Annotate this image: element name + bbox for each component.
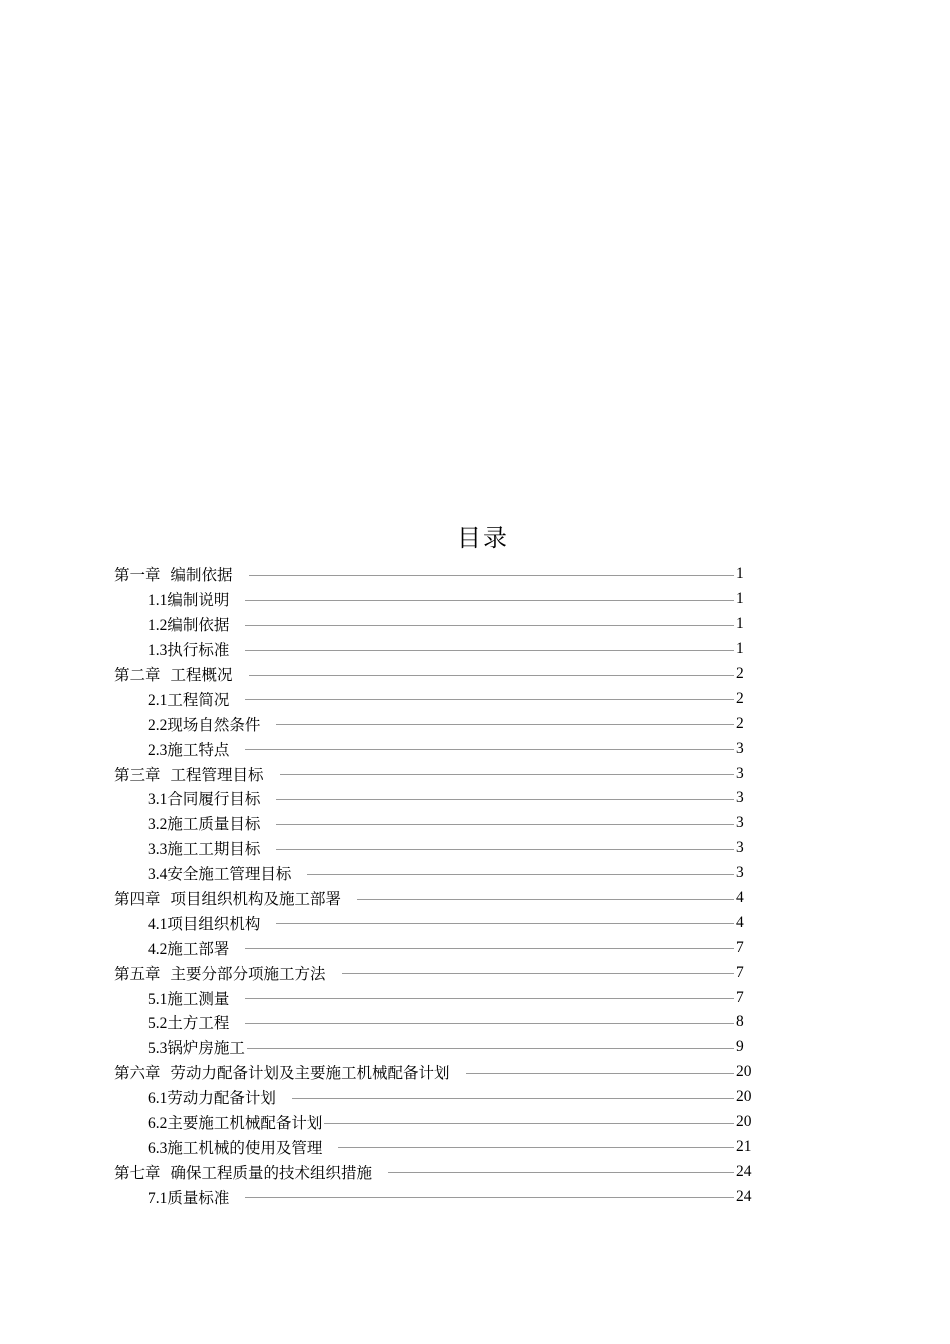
toc-page-number: 8 (736, 1013, 744, 1031)
toc-section-entry[interactable] (114, 811, 754, 836)
toc-entry-text: 施工质量目标 (167, 815, 261, 834)
toc-leader-line (247, 1048, 734, 1049)
toc-entry-text: 合同履行目标 (167, 790, 261, 809)
toc-entry-text: 项目组织机构 (167, 914, 261, 933)
toc-entry-number: 2.2 (148, 716, 168, 734)
toc-section-entry[interactable] (114, 910, 754, 935)
toc-entry-number: 5.2 (148, 1015, 168, 1033)
toc-leader-line (245, 1023, 734, 1024)
toc-leader-line (276, 724, 734, 725)
toc-entry-label (148, 588, 229, 610)
toc-entry-label (114, 663, 233, 685)
toc-page-number: 3 (736, 814, 744, 832)
toc-entry-text: 安全施工管理目标 (167, 865, 292, 884)
toc-entry-text: 施工工期目标 (167, 840, 261, 859)
toc-section-entry[interactable] (114, 985, 754, 1010)
toc-leader-line (245, 699, 734, 700)
toc-entry-label (148, 862, 291, 884)
toc-page-number: 1 (736, 590, 744, 608)
toc-entry-number: 第三章 (114, 766, 161, 784)
toc-leader-line (245, 600, 734, 601)
toc-section-entry[interactable] (114, 1035, 754, 1060)
toc-entry-number: 2.3 (148, 741, 168, 759)
toc-page-number: 1 (736, 565, 744, 583)
toc-entry-number: 3.3 (148, 841, 168, 859)
toc-leader-line (249, 575, 734, 576)
toc-leader-line (342, 973, 734, 974)
toc-page-number: 20 (736, 1113, 752, 1131)
toc-section-entry[interactable] (114, 612, 754, 637)
toc-entry-number: 第一章 (114, 567, 161, 585)
toc-entry-text: 项目组织机构及施工部署 (170, 890, 342, 909)
toc-entry-text: 工程简况 (167, 690, 230, 709)
toc-leader-line (388, 1172, 734, 1173)
toc-page-number: 3 (736, 839, 744, 857)
toc-entry-number: 5.1 (148, 990, 168, 1008)
toc-leader-line (357, 899, 734, 900)
toc-entry-label (114, 1161, 372, 1183)
toc-section-entry[interactable] (114, 935, 754, 960)
toc-chapter-entry[interactable] (114, 662, 754, 687)
toc-chapter-entry[interactable] (114, 1159, 754, 1184)
toc-leader-line (249, 675, 734, 676)
toc-entry-label (148, 1111, 322, 1133)
toc-entry-label (148, 787, 260, 809)
toc-entry-label (148, 987, 229, 1009)
toc-page-number: 1 (736, 640, 744, 658)
toc-section-entry[interactable] (114, 587, 754, 612)
toc-page-number: 21 (736, 1137, 752, 1155)
toc-leader-line (307, 874, 734, 875)
toc-entry-label (114, 563, 233, 585)
toc-leader-line (324, 1123, 734, 1124)
toc-entry-number: 3.4 (148, 866, 168, 884)
toc-chapter-entry[interactable] (114, 562, 754, 587)
toc-section-entry[interactable] (114, 1085, 754, 1110)
toc-page-number: 24 (736, 1162, 752, 1180)
toc-entry-number: 1.2 (148, 617, 168, 635)
toc-entry-number: 第七章 (114, 1164, 161, 1182)
toc-leader-line (280, 774, 734, 775)
toc-section-entry[interactable] (114, 736, 754, 761)
toc-section-entry[interactable] (114, 1110, 754, 1135)
toc-entry-text: 施工机械的使用及管理 (167, 1138, 323, 1157)
toc-page-number: 4 (736, 913, 744, 931)
toc-leader-line (338, 1147, 734, 1148)
toc-leader-line (276, 849, 734, 850)
toc-section-entry[interactable] (114, 1134, 754, 1159)
toc-title: 目录 (457, 524, 509, 552)
toc-page-number: 3 (736, 764, 744, 782)
toc-entry-label (148, 1186, 229, 1208)
toc-chapter-entry[interactable] (114, 761, 754, 786)
toc-entry-label (148, 837, 260, 859)
toc-leader-line (245, 749, 734, 750)
toc-entry-text: 确保工程质量的技术组织措施 (170, 1163, 373, 1182)
toc-chapter-entry[interactable] (114, 1060, 754, 1085)
toc-entry-label (148, 912, 260, 934)
toc-leader-line (245, 998, 734, 999)
toc-entry-number: 6.1 (148, 1090, 168, 1108)
toc-entry-label (148, 1136, 322, 1158)
toc-entry-label (114, 887, 341, 909)
toc-entry-text: 主要施工机械配备计划 (167, 1114, 323, 1133)
toc-entry-text: 施工部署 (167, 939, 230, 958)
toc-entry-text: 现场自然条件 (167, 715, 261, 734)
toc-chapter-entry[interactable] (114, 886, 754, 911)
toc-entry-number: 第四章 (114, 891, 161, 909)
toc-entry-text: 劳动力配备计划 (167, 1089, 276, 1108)
toc-leader-line (245, 625, 734, 626)
toc-entry-label (148, 1086, 276, 1108)
toc-page-number: 3 (736, 864, 744, 882)
toc-entry-text: 土方工程 (167, 1014, 230, 1033)
toc-page-number: 2 (736, 714, 744, 732)
toc-page-number: 7 (736, 938, 744, 956)
toc-entry-text: 编制依据 (167, 616, 230, 635)
toc-section-entry[interactable] (114, 786, 754, 811)
toc-section-entry[interactable] (114, 1184, 754, 1209)
toc-page-number: 1 (736, 615, 744, 633)
toc-entry-text: 工程概况 (170, 666, 233, 684)
toc-entry-number: 4.1 (148, 915, 168, 933)
toc-section-entry[interactable] (114, 637, 754, 662)
toc-chapter-entry[interactable] (114, 960, 754, 985)
toc-page-number: 3 (736, 739, 744, 757)
toc-entry-label (148, 613, 229, 635)
toc-leader-line (245, 948, 734, 949)
toc-entry-text: 劳动力配备计划及主要施工机械配备计划 (170, 1064, 450, 1083)
toc-entry-text: 质量标准 (167, 1188, 230, 1207)
toc-page-number: 7 (736, 988, 744, 1006)
toc-entry-number: 3.2 (148, 816, 168, 834)
table-of-contents (114, 562, 754, 1209)
toc-section-entry[interactable] (114, 686, 754, 711)
toc-leader-line (245, 650, 734, 651)
toc-leader-line (245, 1197, 734, 1198)
toc-entry-label (114, 1061, 450, 1083)
toc-entry-label (148, 1011, 229, 1033)
toc-section-entry[interactable] (114, 711, 754, 736)
toc-entry-text: 编制说明 (167, 591, 230, 610)
toc-entry-number: 2.1 (148, 691, 168, 709)
toc-page-number: 3 (736, 789, 744, 807)
toc-leader-line (276, 824, 734, 825)
toc-leader-line (466, 1073, 734, 1074)
toc-entry-label (148, 688, 229, 710)
toc-entry-number: 第五章 (114, 965, 161, 983)
toc-entry-text: 主要分部分项施工方法 (170, 964, 326, 983)
toc-entry-number: 第六章 (114, 1065, 161, 1083)
toc-leader-line (276, 923, 734, 924)
toc-entry-label (148, 738, 229, 760)
toc-page-number: 2 (736, 665, 744, 682)
toc-leader-line (292, 1098, 734, 1099)
toc-entry-text: 施工特点 (167, 740, 230, 759)
toc-page-number: 2 (736, 689, 744, 707)
toc-page-number: 4 (736, 889, 744, 907)
toc-entry-number: 1.1 (148, 592, 168, 610)
toc-entry-label (114, 962, 326, 984)
toc-entry-label (114, 763, 264, 785)
toc-section-entry[interactable] (114, 1010, 754, 1035)
toc-page-number: 20 (736, 1063, 752, 1081)
toc-entry-label (148, 713, 260, 735)
toc-section-entry[interactable] (114, 836, 754, 861)
toc-entry-text: 编制依据 (170, 566, 233, 585)
toc-entry-number: 4.2 (148, 940, 168, 958)
toc-entry-text: 执行标准 (167, 641, 230, 660)
toc-entry-text: 施工测量 (167, 989, 230, 1008)
toc-page-number: 24 (736, 1187, 752, 1205)
toc-entry-number: 5.3 (148, 1040, 168, 1058)
toc-entry-label (148, 937, 229, 959)
toc-entry-text: 锅炉房施工 (167, 1039, 245, 1058)
toc-entry-number: 1.3 (148, 642, 168, 660)
toc-entry-text: 工程管理目标 (170, 765, 264, 784)
toc-entry-number: 6.2 (148, 1115, 168, 1133)
toc-entry-label (148, 1036, 245, 1058)
toc-entry-number: 7.1 (148, 1189, 168, 1207)
toc-leader-line (276, 799, 734, 800)
toc-entry-number: 第二章 (114, 667, 161, 684)
toc-entry-number: 6.3 (148, 1139, 168, 1157)
toc-entry-label (148, 812, 260, 834)
toc-section-entry[interactable] (114, 861, 754, 886)
toc-page-number: 20 (736, 1088, 752, 1106)
toc-entry-label (148, 638, 229, 660)
toc-entry-number: 3.1 (148, 791, 168, 809)
toc-page-number: 9 (736, 1038, 744, 1056)
toc-page-number: 7 (736, 963, 744, 981)
